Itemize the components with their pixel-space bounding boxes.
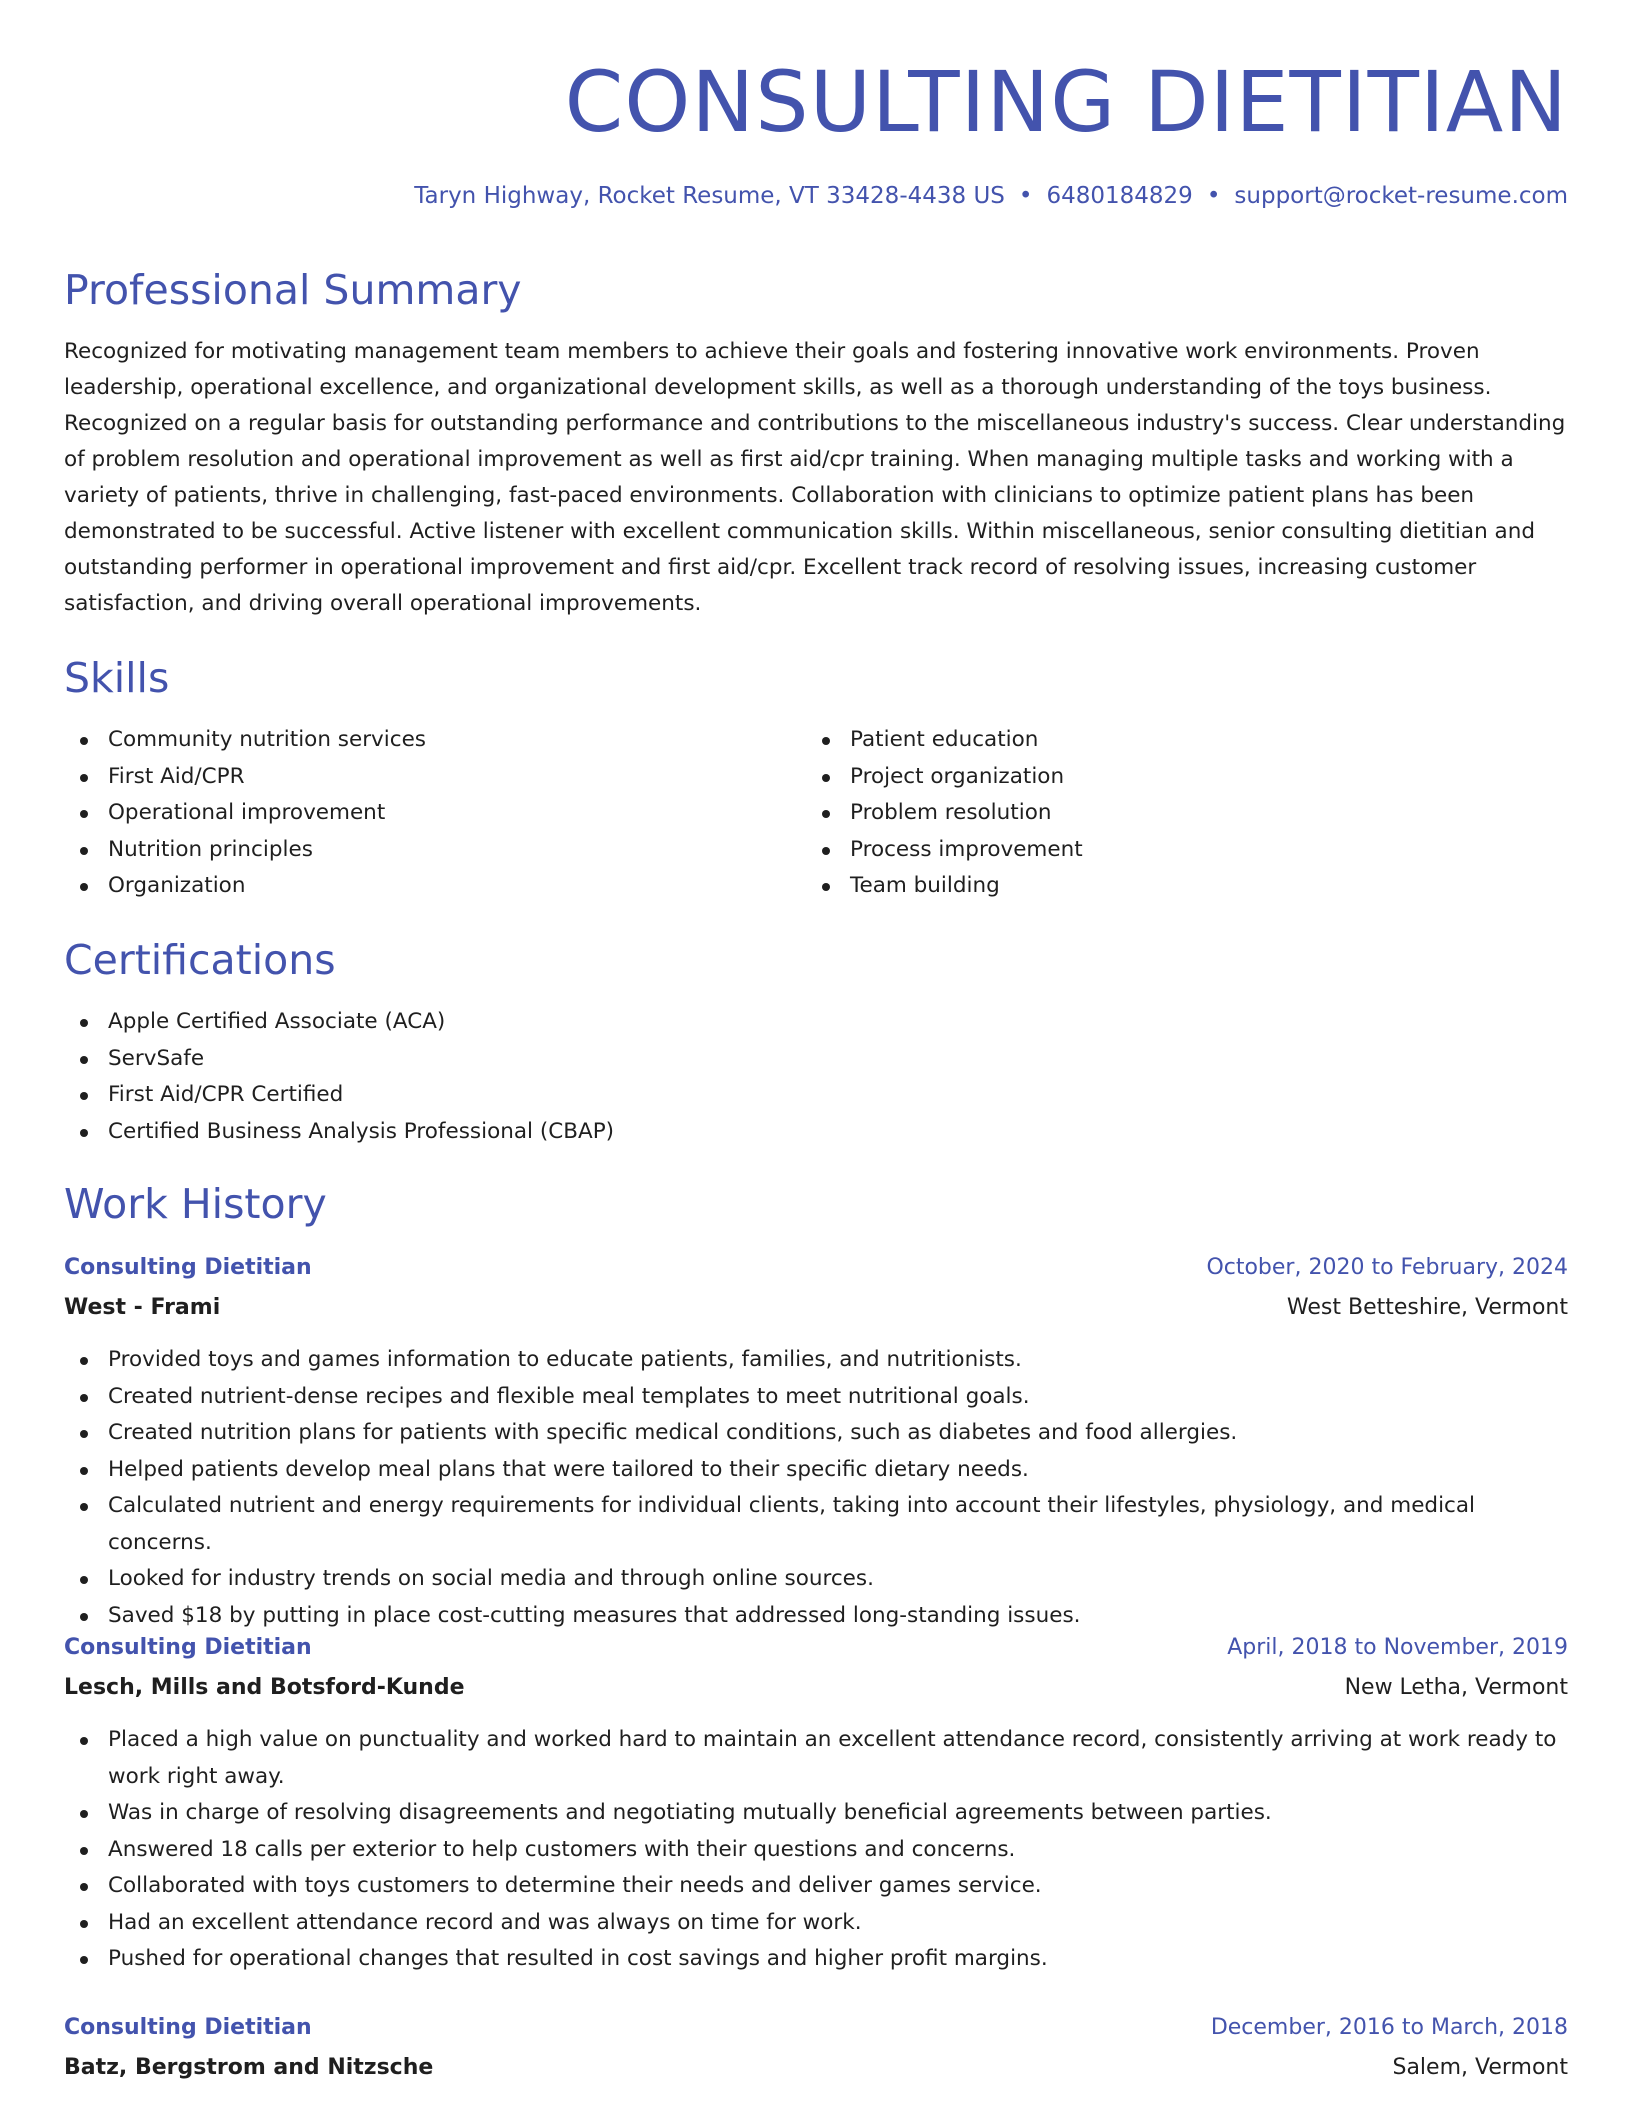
skills-list-left	[64, 722, 764, 905]
job-bullet: Calculated nutrient and energy requirements for individual clients, taking into account their lifestyles, physiology, and medical concerns.	[64, 1488, 1568, 1561]
job-bullet: Placed a high value on punctuality and worked hard to maintain an excellent attendance record, consistently arriving at work ready to work right away.	[64, 1722, 1568, 1795]
job-company-row	[64, 2050, 1568, 2090]
work-history-heading: Work History	[64, 1180, 327, 1228]
certifications-list	[64, 1004, 1064, 1150]
job-bullet: Helped patients develop meal plans that were tailored to their specific dietary needs.	[64, 1452, 1568, 1489]
job-header-row	[64, 1630, 1568, 1670]
job-entry	[64, 1630, 1568, 1978]
contact-address: Taryn Highway, Rocket Resume, VT 33428-4438 US	[414, 183, 1005, 209]
job-bullet: Answered 18 calls per exterior to help customers with their questions and concerns.	[64, 1832, 1568, 1869]
job-dates: December, 2016 to March, 2018	[1210, 2015, 1568, 2040]
skills-list-right	[806, 722, 1506, 905]
skill-item: Organization	[64, 868, 764, 905]
certification-item: Certified Business Analysis Professional (CBAP)	[64, 1114, 1064, 1151]
resume-name: CONSULTING DIETITIAN	[564, 53, 1568, 151]
job-bullet: Collaborated with toys customers to determine their needs and deliver games service.	[64, 1868, 1568, 1905]
job-company: Lesch, Mills and Botsford-Kunde	[64, 1675, 465, 1700]
certification-item: Apple Certified Associate (ACA)	[64, 1004, 1064, 1041]
job-company: Batz, Bergstrom and Nitzsche	[64, 2055, 434, 2080]
contact-separator: •	[1206, 183, 1221, 209]
job-company-row	[64, 1670, 1568, 1710]
skill-item: Problem resolution	[806, 795, 1506, 832]
job-header-row	[64, 1250, 1568, 1290]
job-dates: April, 2018 to November, 2019	[1227, 1635, 1568, 1660]
job-dates: October, 2020 to February, 2024	[1206, 1255, 1568, 1280]
contact-email: support@rocket-resume.com	[1234, 183, 1568, 209]
job-bullets	[64, 1722, 1568, 1978]
job-entry	[64, 1250, 1568, 1634]
skill-item: Community nutrition services	[64, 722, 764, 759]
summary-text: Recognized for motivating management team members to achieve their goals and fostering innovative work environments. Proven leadership, operational excellence, and organizational development skills, as well as a thorough understanding of the toys business. Recognized on a regular basis for outstanding performance and contributions to the miscellaneous industry's success. Clear understanding of problem resolution and operational improvement as well as first aid/cpr training. When managing multiple tasks and working with a variety of patients, thrive in challenging, fast-paced environments. Collaboration with clinicians to optimize patient plans has been demonstrated to be successful. Active listener with excellent communication skills. Within miscellaneous, senior consulting dietitian and outstanding performer in operational improvement and first aid/cpr. Excellent track record of resolving issues, increasing customer satisfaction, and driving overall operational improvements.	[64, 339, 1566, 616]
job-bullet: Provided toys and games information to educate patients, families, and nutritionists.	[64, 1342, 1568, 1379]
job-title: Consulting Dietitian	[64, 2015, 312, 2040]
skill-item: Nutrition principles	[64, 832, 764, 869]
job-bullet: Had an excellent attendance record and was always on time for work.	[64, 1905, 1568, 1942]
contact-phone: 6480184829	[1046, 183, 1193, 209]
certifications-heading: Certifications	[64, 936, 336, 984]
certification-item: First Aid/CPR Certified	[64, 1077, 1064, 1114]
job-bullet: Looked for industry trends on social media and through online sources.	[64, 1561, 1568, 1598]
job-title: Consulting Dietitian	[64, 1635, 312, 1660]
skills-heading: Skills	[64, 654, 170, 702]
skill-item: Process improvement	[806, 832, 1506, 869]
contact-separator: •	[1018, 183, 1033, 209]
job-location: Salem, Vermont	[1392, 2055, 1568, 2080]
job-bullet: Created nutrient-dense recipes and flexible meal templates to meet nutritional goals.	[64, 1379, 1568, 1416]
job-header-row	[64, 2010, 1568, 2050]
skill-item: Patient education	[806, 722, 1506, 759]
job-title: Consulting Dietitian	[64, 1255, 312, 1280]
job-bullet: Created nutrition plans for patients with specific medical conditions, such as diabetes and food allergies.	[64, 1415, 1568, 1452]
certification-item: ServSafe	[64, 1041, 1064, 1078]
skill-item: Operational improvement	[64, 795, 764, 832]
job-bullets	[64, 1342, 1568, 1634]
job-location: West Betteshire, Vermont	[1286, 1295, 1568, 1320]
skill-item: First Aid/CPR	[64, 759, 764, 796]
contact-line	[414, 180, 1568, 212]
skill-item: Project organization	[806, 759, 1506, 796]
job-bullet: Pushed for operational changes that resulted in cost savings and higher profit margins.	[64, 1941, 1568, 1978]
job-bullet: Was in charge of resolving disagreements and negotiating mutually beneficial agreements between parties.	[64, 1795, 1568, 1832]
skill-item: Team building	[806, 868, 1506, 905]
job-location: New Letha, Vermont	[1344, 1675, 1568, 1700]
summary-heading: Professional Summary	[64, 266, 522, 314]
job-entry	[64, 2010, 1568, 2090]
job-company: West - Frami	[64, 1295, 221, 1320]
job-bullet: Saved $18 by putting in place cost-cutting measures that addressed long-standing issues.	[64, 1598, 1568, 1635]
job-company-row	[64, 1290, 1568, 1330]
